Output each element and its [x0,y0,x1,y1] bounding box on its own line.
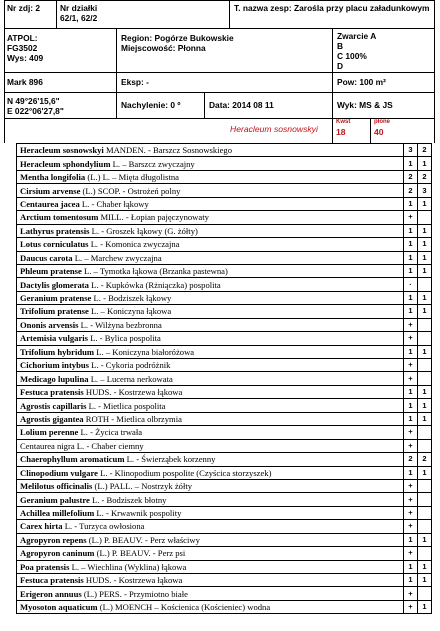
sociability-value: 1 [418,224,432,237]
species-latin-name: Agropyron caninum [20,548,95,559]
species-latin-name: Trifolium pratense [20,306,89,317]
species-name-cell [17,453,404,466]
species-polish-name: - Mietlica pospolita [98,400,166,411]
abundance-value: + [404,372,418,385]
species-name-cell [17,560,404,573]
species-row [17,372,432,385]
species-polish-name: - Kostrzewa łąkowa [113,387,183,398]
species-latin-name: Cirsium arvense [20,185,81,196]
species-row [17,399,432,412]
species-name-cell [17,144,404,157]
species-polish-name: - Wilżyna bezbronna [90,319,162,330]
species-latin-name: Achillea millefolium [20,508,95,519]
region: Region: Pogórze Bukowskie [121,33,234,43]
species-author: HUDS. [85,387,112,398]
species-name-cell [17,399,404,412]
species-latin-name: Poa pratensis [20,561,70,572]
species-latin-name: Geranium palustre [20,494,90,505]
species-name-cell [17,291,404,304]
sociability-value: 1 [418,197,432,210]
species-row [17,359,432,372]
species-author: L. [64,521,73,532]
species-latin-name: Centaurea jacea [20,198,80,209]
species-polish-name: - Kostrzewa łąkowa [113,575,183,586]
species-author: L. [80,319,89,330]
species-row [17,574,432,587]
abundance-value: 1 [404,305,418,318]
abundance-value: + [404,547,418,560]
species-name-cell [17,587,404,600]
species-row [17,170,432,183]
abundance-value: 1 [404,264,418,277]
species-latin-name: Agrostis capillaris [20,400,87,411]
abundance-value: 1 [404,251,418,264]
canopy-cover-c: C 100% [337,51,367,61]
abundance-value: 1 [404,466,418,479]
species-name-cell [17,506,404,519]
species-author: L. [126,454,135,465]
sociability-value: 1 [418,399,432,412]
header-divider [4,72,434,73]
species-row [17,157,432,170]
community-name: T. nazwa zesp: Zarośla przy placu załadunkowym [234,3,430,13]
header-border-right [434,0,435,143]
species-name-cell [17,359,404,372]
species-row [17,466,432,479]
releve-number: Nr zdj: 2 [7,3,41,13]
canopy-cover-d: D [337,61,344,71]
species-name-cell [17,184,404,197]
kwst-value: 18 [336,127,346,137]
sociability-value: 1 [418,533,432,546]
species-polish-name: – Marchew zwyczajna [84,252,162,263]
species-latin-name: Medicago lupulina [20,373,89,384]
sociability-value: 1 [418,560,432,573]
species-polish-name: – Barszcz zwyczajny [122,158,195,169]
species-polish-name: - Kupkówka (Rżniączka) pospolita [100,279,221,290]
abundance-value: + [404,211,418,224]
species-author: L. [90,239,99,250]
species-name-cell [17,318,404,331]
sociability-value [418,278,432,291]
sociability-value [418,587,432,600]
species-polish-name: - Groszek łąkowy (G. żółty) [101,225,198,236]
abundance-value: + [404,479,418,492]
sociability-value: 1 [418,600,432,613]
abundance-value: + [404,600,418,613]
abundance-value: 1 [404,197,418,210]
species-polish-name: – Wiechlina (Wyklina) łąkowa [81,561,187,572]
sociability-value: 1 [418,157,432,170]
header-divider [4,28,434,29]
species-name-cell [17,345,404,358]
species-row [17,453,432,466]
species-author: L. [91,360,99,371]
species-row [17,251,432,264]
header-col-divider [370,118,371,143]
species-latin-name: Artemisia vulgaris [20,333,89,344]
species-author: (L.) SCOP. [82,185,121,196]
species-author: ROTH [85,413,110,424]
species-table [16,143,432,614]
species-author: L. [90,373,99,384]
species-polish-name: – Mięta długolistna [112,172,179,183]
species-name-cell [17,224,404,237]
abundance-value: 1 [404,291,418,304]
species-polish-name: - Klinopodium pospolite (Czyścica storzyszek) [109,467,272,478]
species-latin-name: Lolium perenne [20,427,79,438]
species-author: L. [96,346,104,357]
species-polish-name: – Koniczyna białoróżowa [105,346,195,357]
species-author: L. [90,333,98,344]
species-name-cell [17,493,404,506]
species-author: (L.) MOENCH [99,602,153,613]
abundance-value: + [404,426,418,439]
species-polish-name: - Barszcz Sosnowskiego [147,145,232,156]
sociability-value: 1 [418,251,432,264]
species-polish-name: - Chaber łąkowy [91,198,149,209]
sociability-value [418,479,432,492]
species-name-cell [17,278,404,291]
sociability-value: 2 [418,170,432,183]
species-latin-name: Agrostis gigantea [20,413,84,424]
sociability-value [418,359,432,372]
species-author: L. [91,279,99,290]
species-row [17,385,432,398]
species-author: (L.) P. BEAUV. [88,534,143,545]
sociability-value [418,211,432,224]
species-author: L. [90,306,99,317]
header-col-divider [56,0,57,28]
sociability-value: 2 [418,453,432,466]
parcel-number-label: Nr działki [60,3,98,13]
header-col-divider [332,92,333,118]
species-row [17,506,432,519]
species-latin-name: Agropyron repens [20,534,87,545]
species-name-cell [17,520,404,533]
sociability-value [418,547,432,560]
sociability-value: 1 [418,466,432,479]
species-author: L. [71,561,79,572]
plot-area: Pow: 100 m² [337,77,386,87]
species-row [17,197,432,210]
sociability-value: 3 [418,184,432,197]
header-col-divider [229,0,230,28]
species-row [17,305,432,318]
species-latin-name: Phleum pratense [20,266,82,277]
species-latin-name: Chaerophyllum aromaticum [20,454,125,465]
species-row [17,238,432,251]
survey-date: Data: 2014 08 11 [209,100,274,110]
species-name-cell [17,305,404,318]
species-polish-name: - Bylica pospolita [99,333,161,344]
species-name-cell [17,574,404,587]
species-name-cell [17,170,404,183]
species-author: L. [96,508,104,519]
species-latin-name: Myosoton aquaticum [20,602,98,613]
canopy-cover-b: B [337,41,344,51]
species-name-cell [17,533,404,546]
species-name-cell [17,479,404,492]
species-name-cell [17,412,404,425]
species-row [17,291,432,304]
species-polish-name: - Cykoria podróżnik [100,360,171,371]
species-latin-name: Carex hirta [20,521,63,532]
abundance-value: 1 [404,224,418,237]
species-polish-name: - Łopian pajęczynowaty [125,212,209,223]
sociability-value: 1 [418,305,432,318]
species-row [17,547,432,560]
species-name-cell [17,211,404,224]
species-row [17,318,432,331]
species-row [17,211,432,224]
species-latin-name: Cichorium intybus [20,360,90,371]
species-author: L. [100,467,108,478]
abundance-value: 2 [404,170,418,183]
abundance-value: + [404,493,418,506]
sociability-value [418,372,432,385]
species-name-cell [17,197,404,210]
sociability-value [418,439,432,452]
species-row [17,184,432,197]
sociability-value [418,426,432,439]
species-latin-name: Daucus carota [20,252,73,263]
sociability-value: 1 [418,345,432,358]
header-border-left [4,0,5,143]
header-border-top [4,0,434,1]
abundance-value: 3 [404,144,418,157]
atpol-value: FG3502 [7,43,38,53]
abundance-value: 2 [404,184,418,197]
species-polish-name: - Chaber ciemny [86,440,144,451]
abundance-value: 1 [404,533,418,546]
species-author: L. [112,158,121,169]
surveyors: Wyk: MS & JS [337,100,393,110]
species-author: L. [83,266,92,277]
species-polish-name: - Perz psi [152,548,186,559]
species-author: (L.) P. BEAUV. [96,548,151,559]
abundance-value: · [404,278,418,291]
species-author: L. [91,225,100,236]
sociability-value [418,506,432,519]
species-name-cell [17,547,404,560]
sociability-value: 1 [418,264,432,277]
species-polish-name: – Kościenica (Kościeniec) wodna [154,602,271,613]
species-latin-name: Trifolium hybridum [20,346,95,357]
species-latin-name: Festuca pratensis [20,387,84,398]
species-polish-name: – Koniczyna łąkowa [100,306,172,317]
species-latin-name: Lotus corniculatus [20,239,89,250]
species-latin-name: Heracleum sphondylium [20,158,111,169]
releve-sheet [4,0,435,631]
species-row [17,412,432,425]
sociability-value [418,318,432,331]
species-author: L. [74,252,83,263]
species-author: L. [88,400,97,411]
parcel-number-value: 62/1, 62/2 [60,13,98,23]
species-row [17,264,432,277]
abundance-value: + [404,506,418,519]
species-polish-name: - Przymiotno białe [123,588,188,599]
abundance-value: 1 [404,412,418,425]
abundance-value: + [404,587,418,600]
species-row [17,278,432,291]
species-latin-name: Geranium pratense [20,293,92,304]
header-col-divider [332,72,333,92]
species-row [17,224,432,237]
species-polish-name: - Świerząbek korzenny [136,454,216,465]
abundance-value: 1 [404,385,418,398]
species-polish-name: - Turzyca owłosiona [74,521,145,532]
abundance-value: 1 [404,157,418,170]
species-author: L. [93,293,101,304]
abundance-value: + [404,332,418,345]
species-polish-name: – Tymotka łąkowa (Brzanka pastewna) [93,266,228,277]
species-polish-name: – Nostrzyk żółty [134,481,193,492]
sociability-value [418,493,432,506]
abundance-value: 1 [404,238,418,251]
species-row [17,520,432,533]
species-row [17,144,432,157]
sociability-value [418,332,432,345]
plone-value: 40 [374,127,384,137]
species-polish-name: - Komonica zwyczajna [100,239,180,250]
sociability-value: 2 [418,144,432,157]
header-col-divider [116,92,117,118]
species-author: L. [80,427,88,438]
canopy-cover-label: Zwarcie A [337,31,377,41]
species-row [17,345,432,358]
header-col-divider [116,28,117,72]
species-name-cell [17,426,404,439]
species-latin-name: Heracleum sosnowskyi [20,145,104,156]
species-name-cell [17,372,404,385]
sociability-value: 1 [418,412,432,425]
species-name-cell [17,264,404,277]
abundance-value: + [404,520,418,533]
mark: Mark 896 [7,77,43,87]
species-row [17,479,432,492]
abundance-value: 1 [404,560,418,573]
kwst-label: Kwst [336,119,351,125]
species-polish-name: - Bodziszek łąkowy [103,293,172,304]
sociability-value: 1 [418,238,432,251]
header-col-divider [332,28,333,72]
header-col-divider [332,118,333,143]
abundance-value: 2 [404,453,418,466]
species-name-cell [17,332,404,345]
sociability-value: 1 [418,574,432,587]
species-latin-name: Dactylis glomerata [20,279,89,290]
sociability-value: 1 [418,291,432,304]
species-polish-name: - Perz właściwy [144,534,200,545]
species-author: (L.) PALL. [94,481,133,492]
species-name-cell [17,600,404,613]
species-author: L. [76,440,85,451]
species-author: L. [81,198,90,209]
species-polish-name: – Lucerna nerkowata [100,373,173,384]
species-name-cell [17,466,404,479]
species-latin-name: Lathyrus pratensis [20,225,90,236]
species-name-cell [17,157,404,170]
species-author: L. [91,494,100,505]
locality: Miejscowość: Płonna [121,43,206,53]
species-author: MILL. [100,212,124,223]
species-latin-name: Centaurea nigra [20,440,75,451]
abundance-value: + [404,439,418,452]
species-row [17,587,432,600]
focus-species: Heracleum sosnowskyi [230,124,318,134]
species-polish-name: - Mietlica olbrzymia [111,413,182,424]
species-latin-name: Melilotus officinalis [20,481,93,492]
abundance-value: 1 [404,399,418,412]
latitude: N 49°26'15,6" [7,96,60,106]
species-polish-name: - Życica trwała [90,427,143,438]
species-latin-name: Festuca pratensis [20,575,84,586]
species-author: (L.) L. [87,172,110,183]
header-col-divider [116,72,117,92]
sociability-value [418,520,432,533]
plone-label: płone [374,119,390,125]
species-row [17,426,432,439]
abundance-value: + [404,318,418,331]
species-latin-name: Ononis arvensis [20,319,79,330]
header-divider [4,92,434,93]
longitude: E 022°06'27,8" [7,106,64,116]
exposure: Eksp: - [121,77,149,87]
slope: Nachylenie: 0 º [121,100,181,110]
species-name-cell [17,385,404,398]
species-row [17,560,432,573]
species-row [17,332,432,345]
species-author: (L.) PERS. [83,588,122,599]
abundance-value: + [404,359,418,372]
species-name-cell [17,238,404,251]
header-col-divider [204,92,205,118]
species-latin-name: Clinopodium vulgare [20,467,98,478]
altitude: Wys: 409 [7,53,44,63]
atpol-label: ATPOL: [7,33,38,43]
species-latin-name: Arctium tomentosum [20,212,99,223]
abundance-value: 1 [404,345,418,358]
species-latin-name: Erigeron annuus [20,588,82,599]
species-name-cell [17,251,404,264]
species-author: MANDEN. [105,145,146,156]
species-row [17,439,432,452]
species-author: HUDS. [85,575,112,586]
species-row [17,600,432,613]
species-polish-name: - Bodziszek błotny [101,494,167,505]
species-latin-name: Mentha longifolia [20,172,86,183]
species-name-cell [17,439,404,452]
species-polish-name: - Ostrożeń polny [122,185,181,196]
species-row [17,533,432,546]
species-polish-name: - Krwawnik pospolity [105,508,182,519]
species-row [17,493,432,506]
sociability-value: 1 [418,385,432,398]
abundance-value: 1 [404,574,418,587]
